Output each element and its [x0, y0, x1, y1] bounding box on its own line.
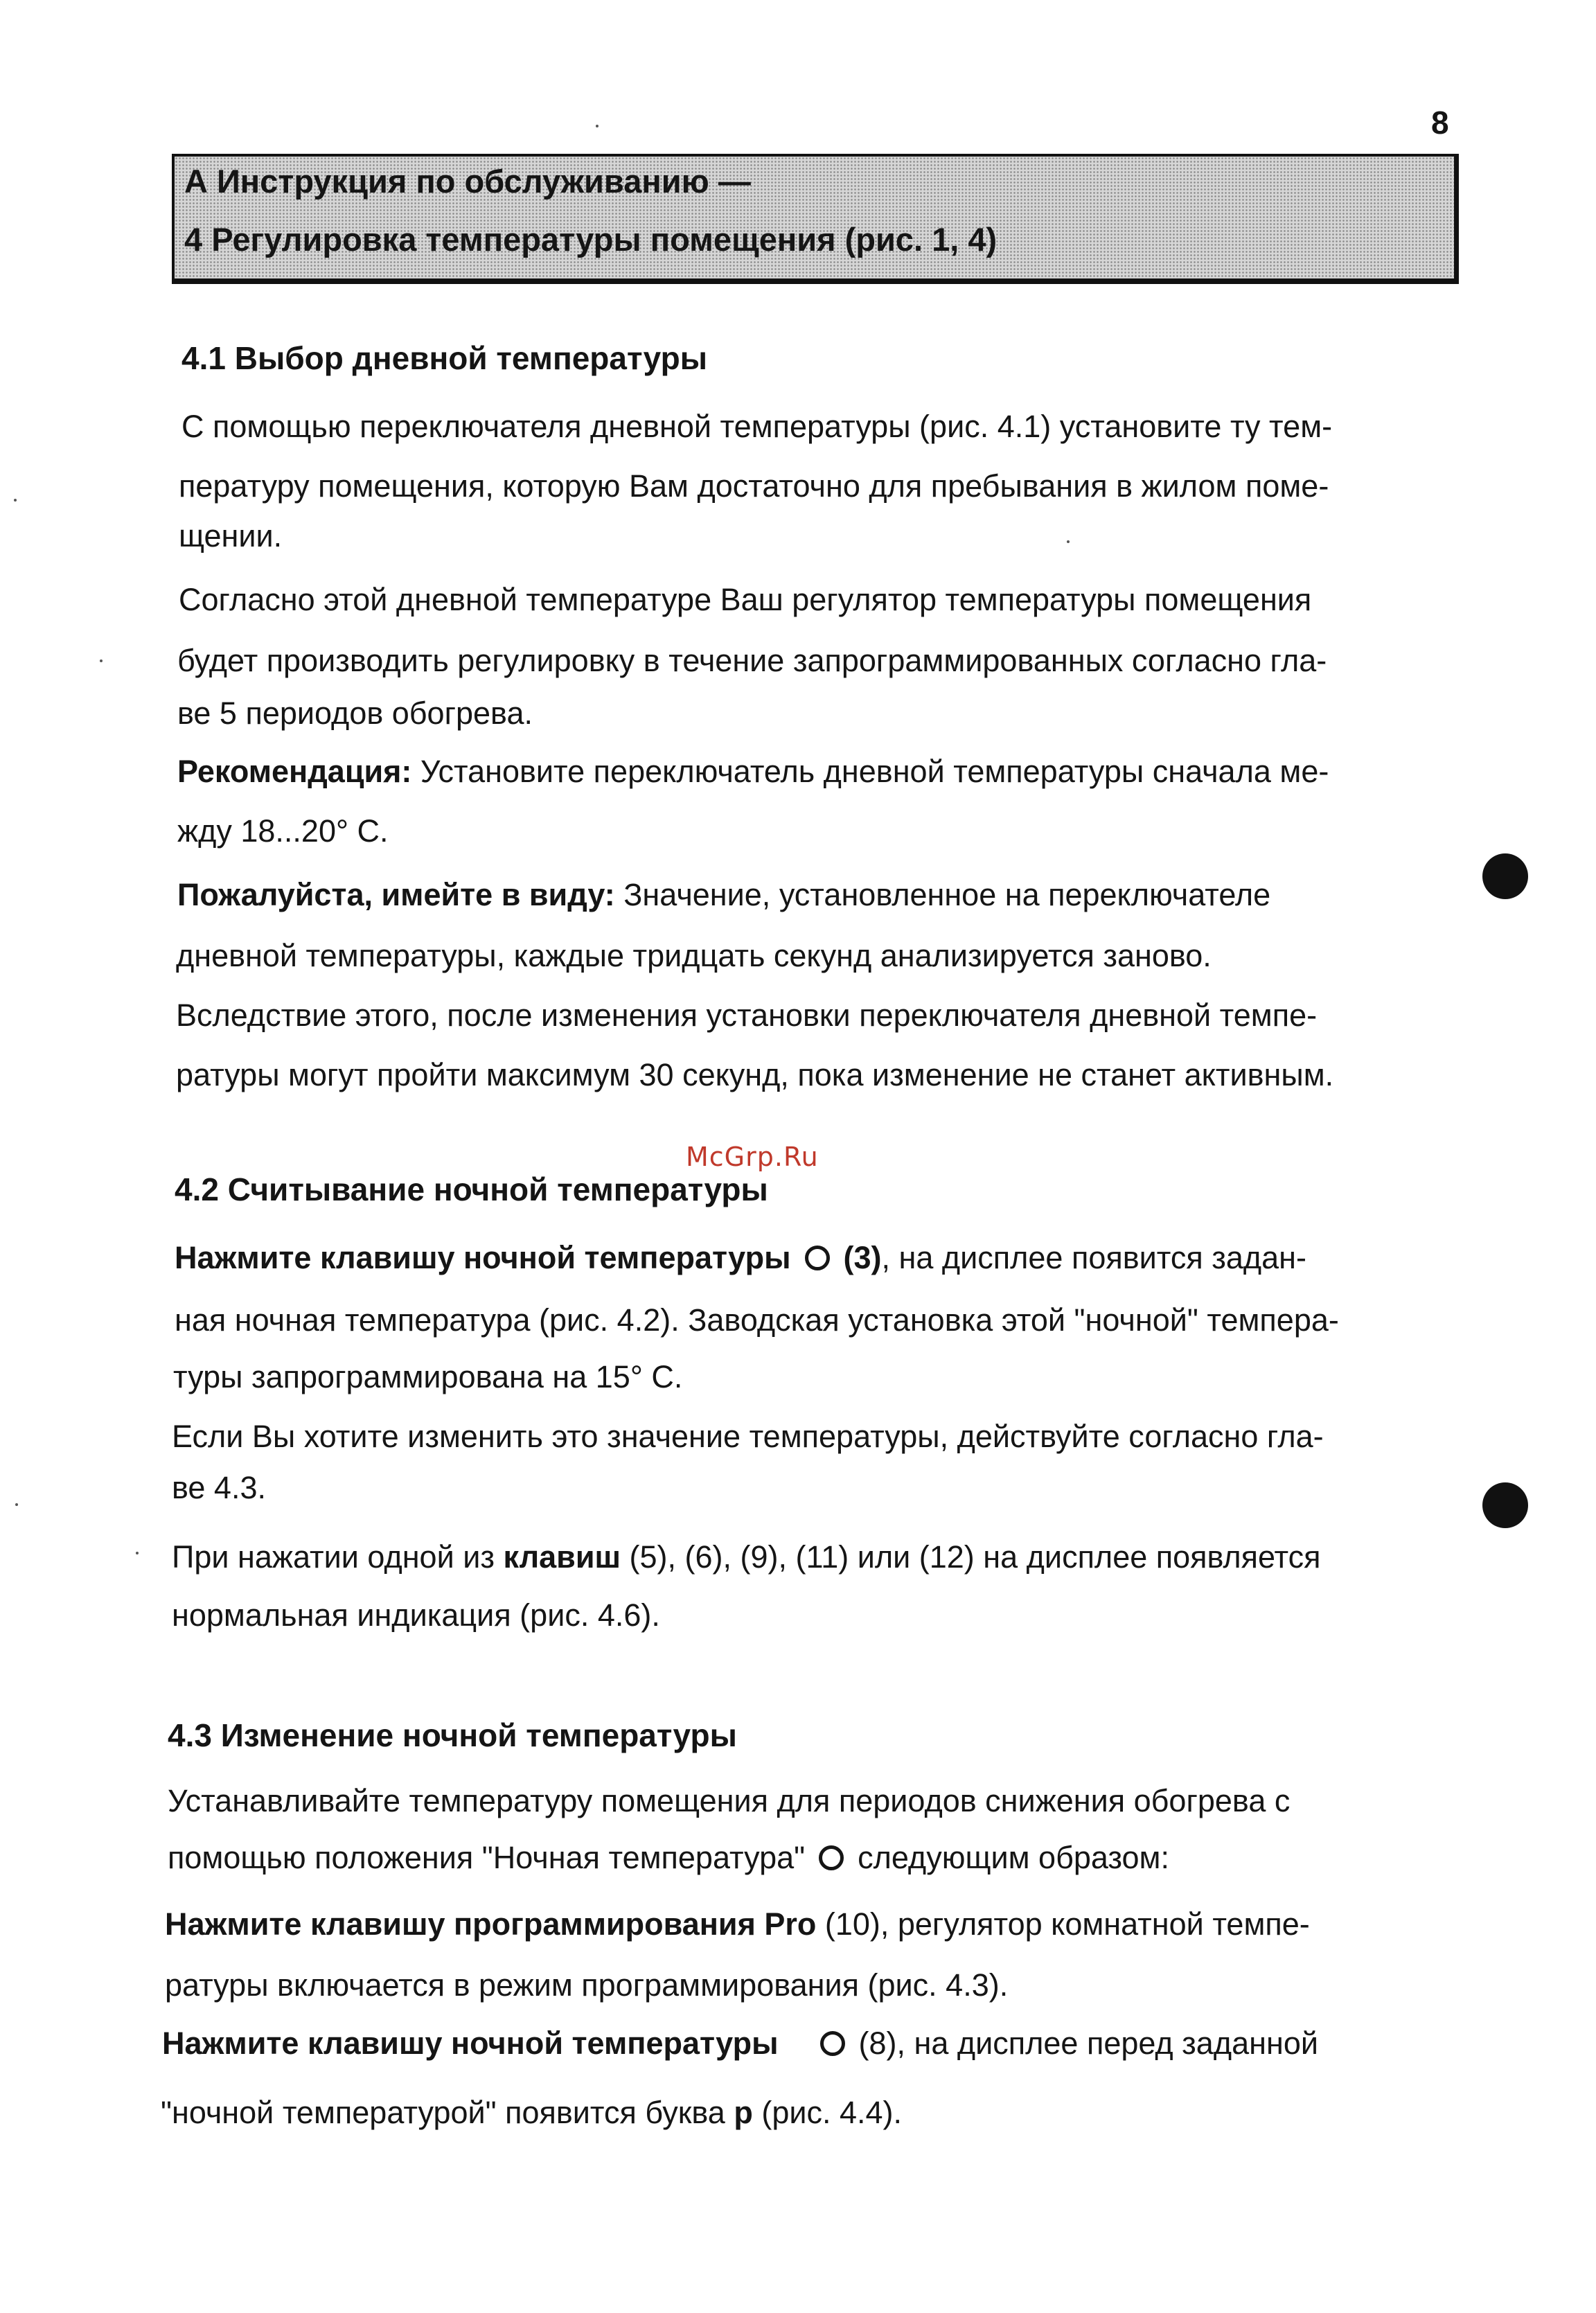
s42-p1-line3: туры запрограммирована на 15° С.: [173, 1359, 683, 1394]
heading-4-3: 4.3 Изменение ночной температуры: [168, 1717, 737, 1753]
s43-p2-line2: ратуры включается в режим программирования (рис. 4.3).: [165, 1967, 1009, 2003]
s42-p3-line2: нормальная индикация (рис. 4.6).: [172, 1597, 660, 1633]
scan-speck: [100, 659, 103, 662]
page-number: 8: [1431, 105, 1449, 141]
night-temperature-circle-icon: [819, 1845, 844, 1870]
s41-p2-line3: ве 5 периодов обогрева.: [177, 695, 533, 731]
note-label: Пожалуйста, имейте в виду:: [177, 877, 615, 912]
s41-note-line2: дневной температуры, каждые тридцать секунд анализируется заново.: [176, 938, 1212, 973]
margin-bullet: [1482, 1482, 1528, 1528]
heading-4-2: 4.2 Считывание ночной температуры: [175, 1171, 768, 1207]
s41-recommendation-line1: Рекомендация: Установите переключатель дневной температуры сначала ме-: [177, 754, 1329, 789]
s43-p2-line1: Нажмите клавишу программирования Pro (10), регулятор комнатной темпе-: [165, 1906, 1310, 1942]
header-subtitle: 4 Регулировка температуры помещения (рис. 1, 4): [184, 221, 998, 258]
s41-note-line1: Пожалуйста, имейте в виду: Значение, установленное на переключателе: [177, 877, 1271, 912]
s41-p2-line2: будет производить регулировку в течение запрограммированных согласно гла-: [177, 643, 1327, 678]
watermark: McGrp.Ru: [686, 1142, 819, 1172]
scan-speck: [596, 125, 598, 127]
margin-bullet: [1482, 853, 1528, 899]
scan-speck: [15, 1503, 18, 1506]
s41-p5-line2: ратуры могут пройти максимум 30 секунд, пока изменение не станет активным.: [176, 1057, 1334, 1092]
night-temperature-circle-icon: [820, 2031, 845, 2056]
scan-speck: [1067, 540, 1070, 543]
s42-p1-line2: ная ночная температура (рис. 4.2). Заводская установка этой "ночной" темпера-: [175, 1302, 1339, 1338]
header-title: А Инструкция по обслуживанию —: [184, 163, 751, 200]
s42-p1-line1: Нажмите клавишу ночной температуры (3), на дисплее появится задан-: [175, 1240, 1307, 1275]
s41-p1-line2: пературу помещения, которую Вам достаточно для пребывания в жилом поме-: [179, 468, 1329, 504]
s41-p1-line3: щении.: [179, 518, 283, 553]
s41-p5-line1: Вследствие этого, после изменения установки переключателя дневной темпе-: [176, 998, 1318, 1033]
s41-recommendation-line2: жду 18...20° С.: [177, 813, 389, 849]
s43-p1-line1: Устанавливайте температуру помещения для периодов снижения обогрева с: [168, 1783, 1291, 1818]
heading-4-1: 4.1 Выбор дневной температуры: [181, 340, 708, 376]
scan-speck: [136, 1552, 139, 1554]
s43-p1-line2: помощью положения "Ночная температура" следующим образом:: [168, 1840, 1169, 1875]
s41-p2-line1: Согласно этой дневной температуре Ваш регулятор температуры помещения: [179, 582, 1312, 617]
scan-speck: [14, 499, 17, 502]
section-header-box: [172, 154, 1459, 284]
recommendation-label: Рекомендация:: [177, 754, 412, 789]
s42-p3-line1: При нажатии одной из клавиш (5), (6), (9), (11) или (12) на дисплее появляется: [172, 1539, 1321, 1575]
s43-p3-line2: "ночной температурой" появится буква р (рис. 4.4).: [161, 2095, 903, 2130]
s42-p2-line1: Если Вы хотите изменить это значение температуры, действуйте согласно гла-: [172, 1419, 1324, 1454]
night-temperature-circle-icon: [805, 1246, 830, 1270]
s41-p1-line1: С помощью переключателя дневной температуры (рис. 4.1) установите ту тем-: [181, 409, 1333, 444]
s43-p3-line1: Нажмите клавишу ночной температуры (8), на дисплее перед заданной: [162, 2026, 1318, 2061]
s42-p2-line2: ве 4.3.: [172, 1470, 266, 1505]
